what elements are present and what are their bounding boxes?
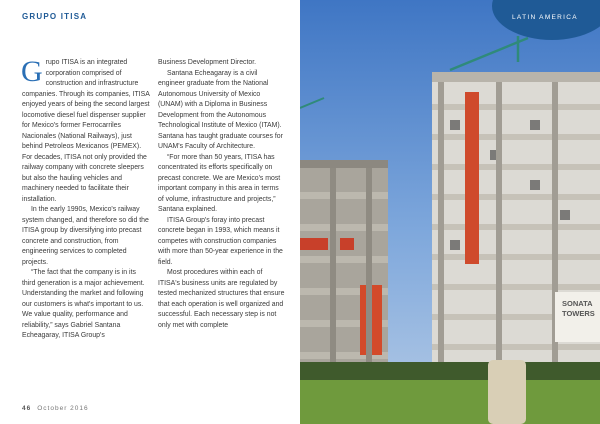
article-paragraph-6: “For more than 50 years, ITISA has concentrated its efforts specifically on precast concrete. We are Mexico's most important company in this area in terms of volume, infrastructure and projects,” Santana explained. (158, 153, 281, 213)
article-column-1 (21, 55, 150, 342)
sign-line-2: TOWERS (562, 309, 595, 318)
main-tower (432, 72, 600, 377)
article-paragraph-8: Most procedures within each of ITISA's business units are regulated by tested mechanized structures that ensure that each operation is well organized and successful. Each necessary step is not only met with complete (158, 269, 285, 329)
section-title: GRUPO ITISA (22, 12, 88, 21)
article-paragraph-2: In the early 1990s, Mexico's railway system changed, and therefore so did the ITISA group by diversifying into precast concrete and construction, from engineering services to completed projects. (22, 206, 149, 266)
paragraph-text: rupo ITISA is an integrated corporation comprised of construction and infrastructure companies. Through its companies, ITISA enjoyed years of being the second largest locomotive diesel fuel dispenser supplier for Mexico's former Ferrocarriles Nacionales (National Railways), just behind Petroleos Mexicanos (PEMEX). For decades, ITISA not only provided the railway company with concrete sleepers but also the hauling vehicles and machinery needed to facilitate their installation. (22, 59, 150, 203)
sign-line-1: SONATA (562, 299, 593, 308)
building-photo (300, 0, 600, 424)
page-number: 46 (22, 405, 32, 412)
issue-date: October 2016 (37, 405, 89, 412)
article-column-2 (158, 58, 286, 331)
article-paragraph-4: Business Development Director. (158, 59, 257, 66)
article-paragraph-7: ITISA Group's foray into precast concrete began in 1993, which means it competes with construction companies with more than 50-year experience in the field. (158, 216, 283, 266)
article-paragraph-1 (21, 55, 150, 205)
drop-cap: G (21, 55, 43, 88)
region-label: LATIN AMERICA (512, 14, 578, 21)
article-paragraph-5: Santana Echeagaray is a civil engineer graduate from the National Autonomous University of Mexico (UNAM) with a Diploma in Business Development from the Autonomous Technological Institute of Mexico (ITAM). Santana has taught graduate courses for UNAM's Faculty of Architecture. (158, 69, 283, 150)
article-paragraph-3: “The fact that the company is in its third generation is a major achievement. Understanding the market and following our customers is what's important to us. We value quality, performance and reliability,” says Gabriel Santana Echeagaray, ITISA Group's (22, 269, 145, 339)
stone-monolith (488, 360, 526, 424)
left-building (300, 160, 388, 365)
page-footer (22, 405, 89, 412)
lawn (300, 380, 600, 424)
